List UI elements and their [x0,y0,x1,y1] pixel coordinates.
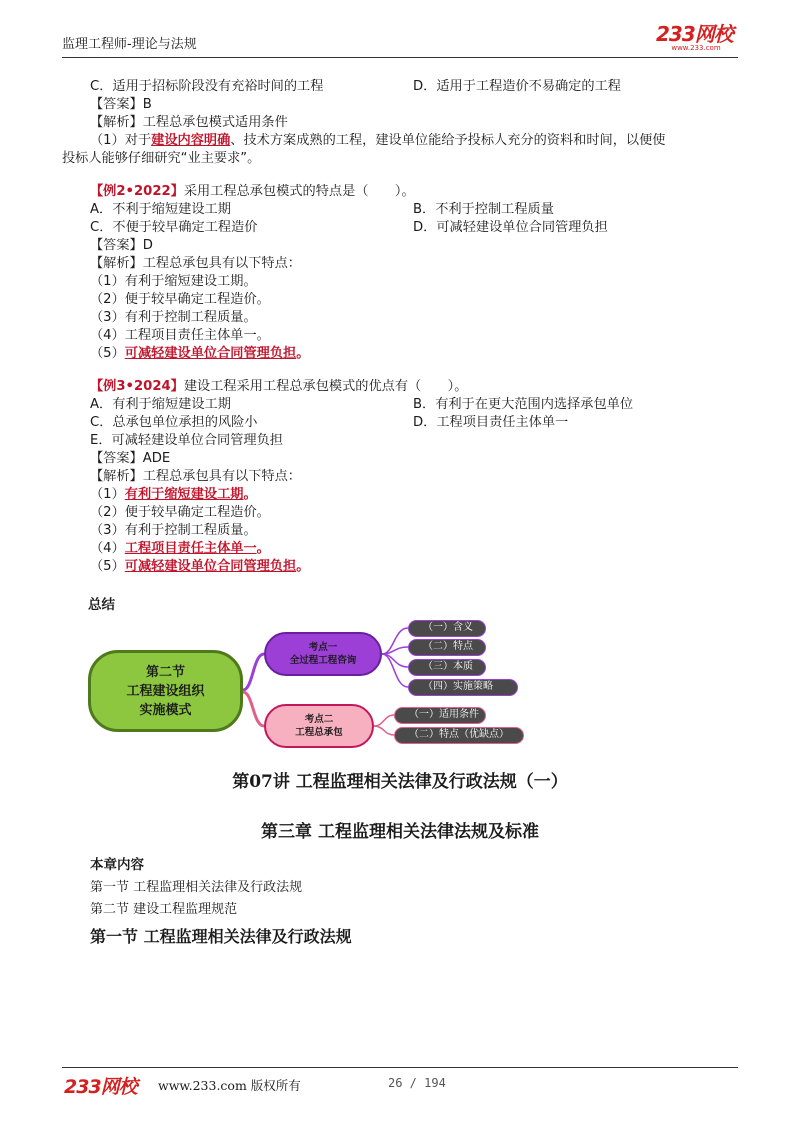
mindmap-leaf: （二）特点 [408,639,486,656]
example3-point-2: （2）便于较早确定工程造价。 [90,505,270,520]
mindmap-leaf: （一）适用条件 [394,707,486,724]
example2-point-4: （4）工程项目责任主体单一。 [90,328,270,343]
mindmap-node-topic2: 考点二 工程总承包 [264,704,374,748]
q1-analysis-paragraph [90,132,665,149]
example3-option-a: A．有利于缩短建设工期 [90,397,231,412]
mindmap-node-topic1: 考点一 全过程工程咨询 [264,632,382,676]
example3-stem: 建设工程采用工程总承包模式的优点有（ ）。 [183,379,468,394]
brand-logo [656,24,736,52]
example3-label: 【例3•2024】 [90,379,184,394]
page-header [62,22,738,58]
example2-stem: 采用工程总承包模式的特点是（ ）。 [183,184,415,199]
example2-analysis: 【解析】工程总承包具有以下特点： [90,256,301,271]
example2-label: 【例2•2022】 [90,184,184,199]
mindmap-leaf: （一）含义 [408,620,486,637]
example3-point-3: （3）有利于控制工程质量。 [90,523,257,538]
q1-p1-b: 、技术方案成熟的工程，建设单位能给予投标人充分的资料和时间，以便使 [230,133,666,148]
q1-p1-a: （1）对于 [90,133,152,148]
example2-option-c: C．不便于较早确定工程造价 [90,220,258,235]
example3-point-4: （4）工程项目责任主体单一。 [90,541,270,556]
page-number: 26 / 194 [388,1076,446,1090]
header-title: 监理工程师-理论与法规 [62,37,197,52]
page-footer [62,1067,738,1097]
summary-title: 总结 [88,597,115,613]
chapter-title: 第三章 工程监理相关法律法规及标准 [261,822,539,842]
q1-option-d: D．适用于工程造价不易确定的工程 [413,79,621,94]
mindmap-leaf: （三）本质 [408,659,486,676]
example3-stem-line [90,378,467,395]
logo-url: www.233.com [671,44,721,52]
toc-item: 第二节 建设工程监理规范 [90,902,238,917]
example2-stem-line [90,183,415,200]
footer-copyright: www.233.com 版权所有 [158,1078,301,1093]
example3-option-d: D．工程项目责任主体单一 [413,415,569,430]
q1-p1-c: 投标人能够仔细研究“业主要求”。 [62,151,261,166]
example3-option-e: E．可减轻建设单位合同管理负担 [90,433,283,448]
example3-option-b: B．有利于在更大范围内选择承包单位 [413,397,634,412]
example2-point-5: （5）可减轻建设单位合同管理负担。 [90,346,310,361]
example2-point-3: （3）有利于控制工程质量。 [90,310,257,325]
example2-answer: 【答案】D [90,238,153,253]
example3-point-5: （5）可减轻建设单位合同管理负担。 [90,559,310,574]
summary-mindmap [88,612,528,752]
example2-option-d: D．可减轻建设单位合同管理负担 [413,220,608,235]
toc-item: 第一节 工程监理相关法律及行政法规 [90,880,303,895]
example2-point-2: （2）便于较早确定工程造价。 [90,292,270,307]
example3-point-1: （1）有利于缩短建设工期。 [90,487,257,502]
q1-option-c: C．适用于招标阶段没有充裕时间的工程 [90,79,324,94]
q1-analysis: 【解析】工程总承包模式适用条件 [90,115,288,130]
footer-logo: 233网校 [64,1076,137,1098]
q1-answer: 【答案】B [90,97,152,112]
example3-answer: 【答案】ADE [90,451,171,466]
toc-heading: 本章内容 [90,857,144,873]
section-title: 第一节 工程监理相关法律及行政法规 [90,927,352,946]
lecture-title: 第07讲 工程监理相关法律及行政法规（一） [232,772,568,792]
logo-text: 233网校 [656,22,733,46]
example2-point-1: （1）有利于缩短建设工期。 [90,274,257,289]
mindmap-leaf: （四）实施策略 [408,679,518,696]
example3-analysis: 【解析】工程总承包具有以下特点： [90,469,301,484]
mindmap-root-node: 第二节 工程建设组织 实施模式 [88,650,243,732]
example2-option-b: B．不利于控制工程质量 [413,202,554,217]
mindmap-leaf: （二）特点（优缺点） [394,727,524,744]
example3-option-c: C．总承包单位承担的风险小 [90,415,258,430]
q1-p1-highlight: 建设内容明确 [151,133,231,148]
example2-option-a: A．不利于缩短建设工期 [90,202,231,217]
